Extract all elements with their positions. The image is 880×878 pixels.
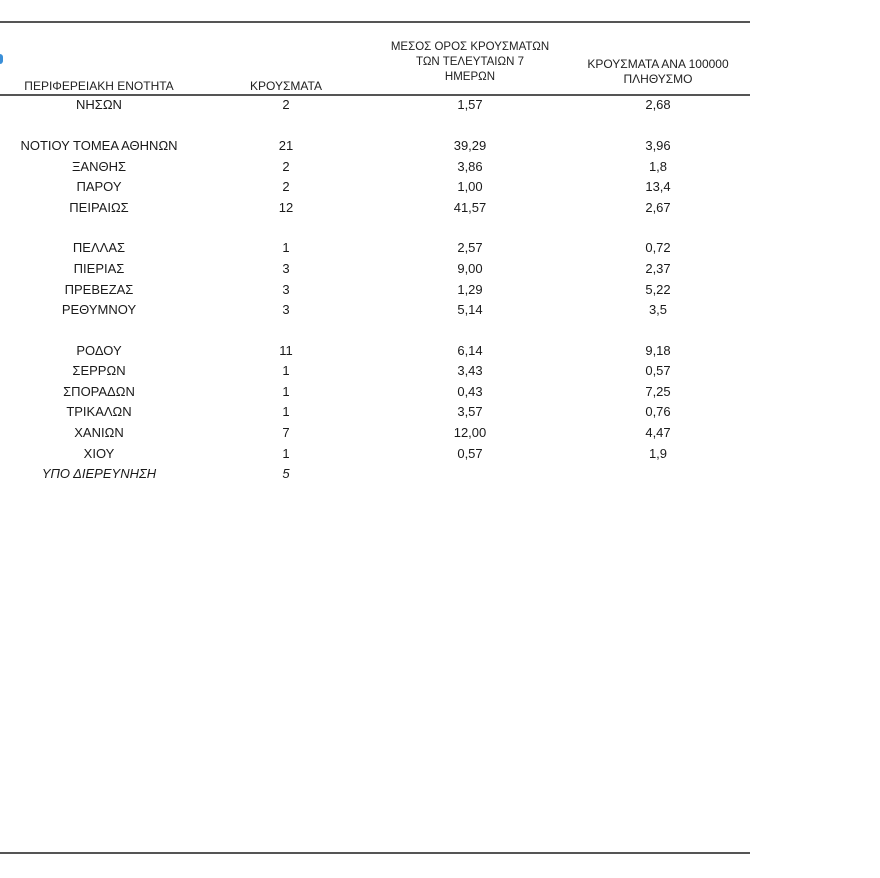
cell-region: ΠΙΕΡΙΑΣ <box>73 261 125 276</box>
column-header-seven-day-average <box>370 40 570 85</box>
table-row <box>0 403 750 421</box>
header-line: ΠΛΗΘΥΣΜΟ <box>623 72 693 86</box>
cell-cases: 1 <box>282 404 290 419</box>
column-header-region: ΠΕΡΙΦΕΡΕΙΑΚΗ ΕΝΟΤΗΤΑ <box>24 79 174 93</box>
cell-cases: 1 <box>282 446 290 461</box>
cell-seven-day-average: 41,57 <box>453 200 487 215</box>
table-row <box>0 158 750 176</box>
table-row <box>0 260 750 278</box>
cell-cases-per-100k: 9,18 <box>645 343 671 358</box>
cell-cases-per-100k: 13,4 <box>645 179 671 194</box>
cell-cases-per-100k: 1,8 <box>648 159 668 174</box>
cell-seven-day-average: 6,14 <box>457 343 483 358</box>
cell-seven-day-average: 3,86 <box>457 159 483 174</box>
cell-seven-day-average: 3,57 <box>457 404 483 419</box>
cell-seven-day-average: 1,57 <box>457 97 483 112</box>
cell-cases: 2 <box>282 159 290 174</box>
cell-seven-day-average: 1,29 <box>457 282 483 297</box>
table-row <box>0 383 750 401</box>
cell-cases: 5 <box>282 466 290 481</box>
cell-region: ΠΡΕΒΕΖΑΣ <box>64 282 134 297</box>
cell-region: ΝΟΤΙΟΥ ΤΟΜΕΑ ΑΘΗΝΩΝ <box>20 138 178 153</box>
cell-seven-day-average: 0,57 <box>457 446 483 461</box>
cell-seven-day-average: 1,00 <box>457 179 483 194</box>
table-row <box>0 445 750 463</box>
cell-cases: 3 <box>282 261 290 276</box>
cell-region: ΣΠΟΡΑΔΩΝ <box>63 384 135 399</box>
cell-seven-day-average: 3,43 <box>457 363 483 378</box>
table-top-rule <box>0 21 750 23</box>
cell-cases: 7 <box>282 425 290 440</box>
cell-region: ΝΗΣΩΝ <box>76 97 122 112</box>
cell-region: ΧΙΟΥ <box>83 446 115 461</box>
cell-seven-day-average: 9,00 <box>457 261 483 276</box>
table-bottom-rule <box>0 852 750 854</box>
table-row <box>0 424 750 442</box>
cell-region: ΡΕΘΥΜΝΟΥ <box>61 302 137 317</box>
header-line: ΗΜΕΡΩΝ <box>444 71 496 83</box>
cell-cases: 12 <box>278 200 294 215</box>
cell-cases: 21 <box>278 138 294 153</box>
cell-region: ΡΟΔΟΥ <box>76 343 122 358</box>
cell-cases-per-100k: 4,47 <box>645 425 671 440</box>
cell-cases-per-100k: 5,22 <box>645 282 671 297</box>
cell-cases: 2 <box>282 97 290 112</box>
column-header-cases-per-100k <box>560 57 756 87</box>
cell-region: ΠΑΡΟΥ <box>76 179 122 194</box>
header-line: ΜΕΣΟΣ ΟΡΟΣ ΚΡΟΥΣΜΑΤΩΝ <box>390 41 550 53</box>
cell-cases-per-100k: 2,37 <box>645 261 671 276</box>
cell-cases: 2 <box>282 179 290 194</box>
table-row <box>0 342 750 360</box>
cell-cases: 11 <box>279 343 293 358</box>
header-line: ΤΩΝ ΤΕΛΕΥΤΑΙΩΝ 7 <box>416 56 524 68</box>
cell-cases-per-100k: 0,57 <box>645 363 671 378</box>
cell-region: ΠΕΛΛΑΣ <box>72 240 126 255</box>
cell-region: ΣΕΡΡΩΝ <box>72 363 126 378</box>
cell-cases-per-100k: 2,68 <box>645 97 671 112</box>
cell-region: ΥΠΟ ΔΙΕΡΕΥΝΗΣΗ <box>41 466 157 481</box>
cell-seven-day-average: 12,00 <box>453 425 487 440</box>
cell-seven-day-average: 5,14 <box>457 302 483 317</box>
table-row <box>0 301 750 319</box>
cell-cases: 1 <box>282 363 290 378</box>
table-row <box>0 96 750 114</box>
cell-cases: 3 <box>282 302 290 317</box>
cell-cases-per-100k: 0,72 <box>645 240 671 255</box>
cell-region: ΤΡΙΚΑΛΩΝ <box>66 404 132 419</box>
cell-cases-per-100k: 0,76 <box>645 404 671 419</box>
cell-region: ΠΕΙΡΑΙΩΣ <box>69 200 129 215</box>
cell-cases: 3 <box>282 282 290 297</box>
table-row <box>0 465 750 483</box>
cell-seven-day-average: 0,43 <box>457 384 483 399</box>
cell-cases-per-100k: 2,67 <box>645 200 671 215</box>
cell-seven-day-average: 39,29 <box>453 138 487 153</box>
cell-cases-per-100k: 7,25 <box>645 384 671 399</box>
column-header-cases: ΚΡΟΥΣΜΑΤΑ <box>250 79 322 93</box>
table-row <box>0 239 750 257</box>
table-row <box>0 362 750 380</box>
cell-cases: 1 <box>282 384 290 399</box>
cell-cases: 1 <box>282 240 290 255</box>
page-edge-marker <box>0 54 3 64</box>
cell-region: ΧΑΝΙΩΝ <box>74 425 124 440</box>
cell-seven-day-average: 2,57 <box>457 240 483 255</box>
cell-cases-per-100k: 1,9 <box>648 446 668 461</box>
cell-region: ΞΑΝΘΗΣ <box>71 159 127 174</box>
table-row <box>0 199 750 217</box>
cell-cases-per-100k: 3,96 <box>645 138 671 153</box>
table-row <box>0 281 750 299</box>
header-line: ΚΡΟΥΣΜΑΤΑ ΑΝΑ 100000 <box>587 57 729 71</box>
table-row <box>0 137 750 155</box>
cell-cases-per-100k: 3,5 <box>648 302 668 317</box>
table-row <box>0 178 750 196</box>
